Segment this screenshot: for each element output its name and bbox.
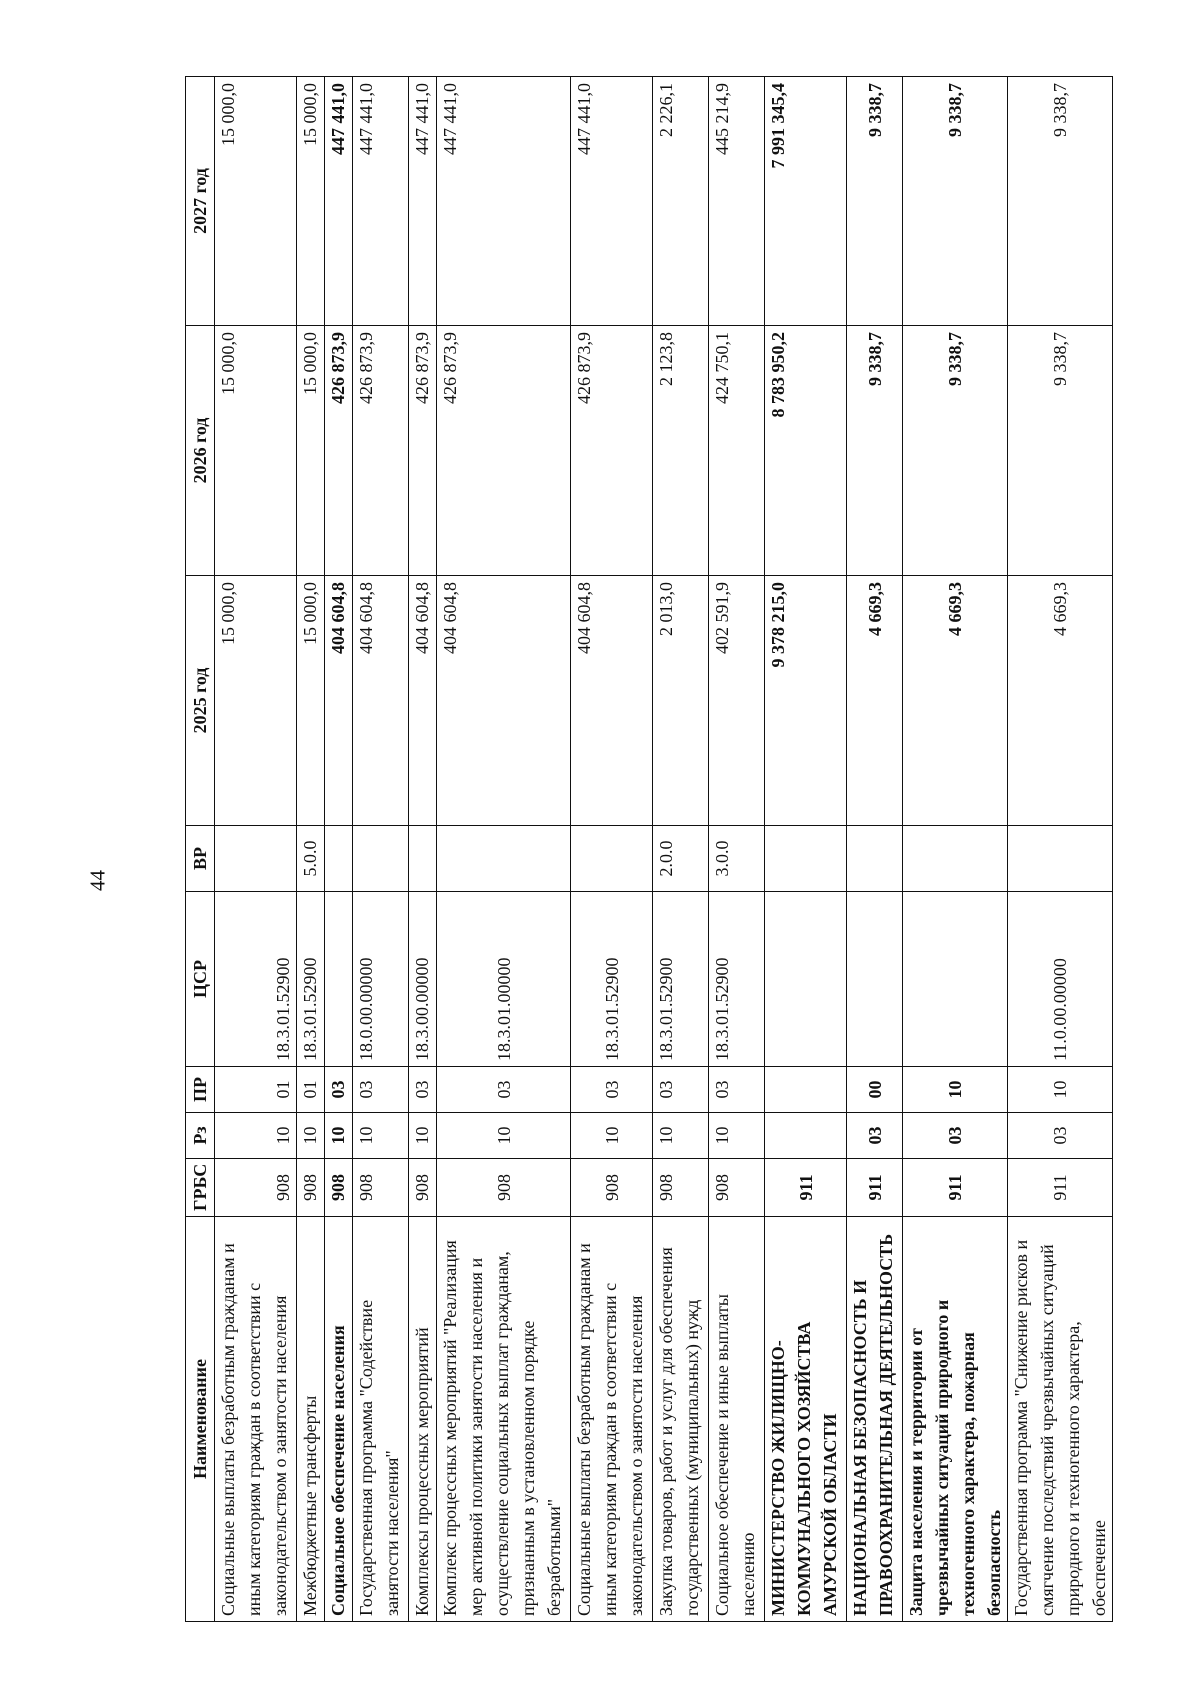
header-pr: ПР [186, 1067, 215, 1113]
row-2027: 9 338,7 [903, 77, 1008, 326]
row-csr [765, 892, 847, 1067]
row-2026: 426 873,9 [437, 326, 571, 576]
row-vr [1008, 826, 1113, 892]
row-2025: 15 000,0 [297, 576, 325, 826]
row-vr: 3.0.0 [709, 826, 765, 892]
table-header-row [186, 77, 215, 1622]
table-row [571, 77, 653, 1622]
row-2025: 404 604,8 [353, 576, 409, 826]
row-name: Государственная программа "Снижение рисков и смягчение последствий чрезвычайных ситуаций природного и техногенного характера, обеспечение [1008, 1217, 1113, 1622]
budget-table [185, 76, 1113, 1622]
row-pr: 03 [325, 1067, 353, 1113]
row-rz: 10 [571, 1113, 653, 1159]
row-2026: 9 338,7 [903, 326, 1008, 576]
table-row [847, 77, 903, 1622]
table-row [437, 77, 571, 1622]
row-2027: 15 000,0 [297, 77, 325, 326]
row-vr [765, 826, 847, 892]
row-csr: 18.3.01.52900 [709, 892, 765, 1067]
row-2026: 9 338,7 [847, 326, 903, 576]
row-csr: 18.3.01.00000 [437, 892, 571, 1067]
row-csr: 18.3.01.52900 [215, 892, 297, 1067]
row-csr [325, 892, 353, 1067]
row-csr: 11.0.00.00000 [1008, 892, 1113, 1067]
row-2025: 404 604,8 [437, 576, 571, 826]
row-rz: 10 [709, 1113, 765, 1159]
row-vr [325, 826, 353, 892]
row-rz: 10 [653, 1113, 709, 1159]
row-2025: 4 669,3 [903, 576, 1008, 826]
row-pr: 01 [297, 1067, 325, 1113]
row-2026: 15 000,0 [297, 326, 325, 576]
row-csr: 18.3.01.52900 [297, 892, 325, 1067]
row-name: Комплексы процессных мероприятий [409, 1217, 437, 1622]
row-pr: 01 [215, 1067, 297, 1113]
row-2026: 426 873,9 [325, 326, 353, 576]
row-name: Социальные выплаты безработным гражданам и иным категориям граждан в соответствии с законодательством о занятости населения [215, 1217, 297, 1622]
row-name: Социальное обеспечение населения [325, 1217, 353, 1622]
table-row [325, 77, 353, 1622]
header-csr: ЦСР [186, 892, 215, 1067]
row-2025: 402 591,9 [709, 576, 765, 826]
row-grbs: 911 [765, 1159, 847, 1217]
row-2027: 447 441,0 [571, 77, 653, 326]
row-vr [903, 826, 1008, 892]
row-2026: 8 783 950,2 [765, 326, 847, 576]
row-grbs: 908 [653, 1159, 709, 1217]
row-rz: 10 [353, 1113, 409, 1159]
table-row [765, 77, 847, 1622]
row-2025: 404 604,8 [409, 576, 437, 826]
row-2027: 447 441,0 [325, 77, 353, 326]
table-row [409, 77, 437, 1622]
row-2027: 447 441,0 [437, 77, 571, 326]
row-csr: 18.0.00.00000 [353, 892, 409, 1067]
row-pr: 03 [653, 1067, 709, 1113]
row-2027: 9 338,7 [847, 77, 903, 326]
table-row [297, 77, 325, 1622]
row-grbs: 908 [409, 1159, 437, 1217]
row-2025: 4 669,3 [847, 576, 903, 826]
row-pr [765, 1067, 847, 1113]
row-vr [215, 826, 297, 892]
row-rz: 03 [903, 1113, 1008, 1159]
row-grbs: 908 [709, 1159, 765, 1217]
header-2026: 2026 год [186, 326, 215, 576]
row-2027: 447 441,0 [409, 77, 437, 326]
header-2027: 2027 год [186, 77, 215, 326]
row-grbs: 908 [325, 1159, 353, 1217]
row-name: Межбюджетные трансферты [297, 1217, 325, 1622]
row-2027: 2 226,1 [653, 77, 709, 326]
row-2025: 404 604,8 [571, 576, 653, 826]
row-vr [437, 826, 571, 892]
row-2027: 447 441,0 [353, 77, 409, 326]
row-name: Социальные выплаты безработным гражданам и иным категориям граждан в соответствии с законодательством о занятости населения [571, 1217, 653, 1622]
row-csr: 18.3.01.52900 [653, 892, 709, 1067]
table-row [353, 77, 409, 1622]
row-2026: 426 873,9 [353, 326, 409, 576]
row-vr: 5.0.0 [297, 826, 325, 892]
table-row [709, 77, 765, 1622]
table-row [653, 77, 709, 1622]
row-2027: 15 000,0 [215, 77, 297, 326]
row-grbs: 911 [1008, 1159, 1113, 1217]
row-rz: 10 [437, 1113, 571, 1159]
row-2027: 9 338,7 [1008, 77, 1113, 326]
row-csr [903, 892, 1008, 1067]
row-2025: 2 013,0 [653, 576, 709, 826]
row-pr: 03 [353, 1067, 409, 1113]
row-name: НАЦИОНАЛЬНАЯ БЕЗОПАСНОСТЬ И ПРАВООХРАНИТЕЛЬНАЯ ДЕЯТЕЛЬНОСТЬ [847, 1217, 903, 1622]
row-rz: 03 [847, 1113, 903, 1159]
row-2026: 424 750,1 [709, 326, 765, 576]
row-2025: 404 604,8 [325, 576, 353, 826]
row-vr [847, 826, 903, 892]
row-rz: 10 [325, 1113, 353, 1159]
row-name: Защита населения и территории от чрезвычайных ситуаций природного и техногенного характера, пожарная безопасность [903, 1217, 1008, 1622]
row-csr [847, 892, 903, 1067]
row-grbs: 908 [353, 1159, 409, 1217]
row-grbs: 911 [847, 1159, 903, 1217]
row-name: Социальное обеспечение и иные выплаты населению [709, 1217, 765, 1622]
row-2027: 7 991 345,4 [765, 77, 847, 326]
table-row [215, 77, 297, 1622]
row-rz: 10 [215, 1113, 297, 1159]
row-grbs: 908 [437, 1159, 571, 1217]
row-name: Государственная программа "Содействие занятости населения" [353, 1217, 409, 1622]
row-2025: 15 000,0 [215, 576, 297, 826]
row-2026: 426 873,9 [409, 326, 437, 576]
row-rz: 03 [1008, 1113, 1113, 1159]
row-2026: 426 873,9 [571, 326, 653, 576]
row-2025: 9 378 215,0 [765, 576, 847, 826]
budget-table-rotated [185, 77, 1109, 1622]
row-pr: 03 [409, 1067, 437, 1113]
header-grbs: ГРБС [186, 1159, 215, 1217]
row-vr: 2.0.0 [653, 826, 709, 892]
row-2025: 4 669,3 [1008, 576, 1113, 826]
row-vr [409, 826, 437, 892]
row-2026: 9 338,7 [1008, 326, 1113, 576]
row-pr: 03 [709, 1067, 765, 1113]
row-name: Комплекс процессных мероприятий "Реализация мер активной политики занятости населения и осуществление социальных выплат гражданам, признанным в установленном порядке безработными" [437, 1217, 571, 1622]
row-pr: 03 [571, 1067, 653, 1113]
table-row [903, 77, 1008, 1622]
row-2026: 2 123,8 [653, 326, 709, 576]
row-grbs: 908 [297, 1159, 325, 1217]
row-vr [571, 826, 653, 892]
row-grbs: 908 [571, 1159, 653, 1217]
row-csr: 18.3.01.52900 [571, 892, 653, 1067]
row-name: МИНИСТЕРСТВО ЖИЛИЩНО-КОММУНАЛЬНОГО ХОЗЯЙСТВА АМУРСКОЙ ОБЛАСТИ [765, 1217, 847, 1622]
row-pr: 10 [903, 1067, 1008, 1113]
header-vr: ВР [186, 826, 215, 892]
row-vr [353, 826, 409, 892]
header-2025: 2025 год [186, 576, 215, 826]
table-row [1008, 77, 1113, 1622]
header-name: Наименование [186, 1217, 215, 1622]
row-pr: 10 [1008, 1067, 1113, 1113]
header-rz: Рз [186, 1113, 215, 1159]
row-grbs: 908 [215, 1159, 297, 1217]
row-rz: 10 [409, 1113, 437, 1159]
row-2026: 15 000,0 [215, 326, 297, 576]
row-grbs: 911 [903, 1159, 1008, 1217]
row-pr: 03 [437, 1067, 571, 1113]
page-number: 44 [85, 870, 110, 891]
row-rz [765, 1113, 847, 1159]
row-csr: 18.3.00.00000 [409, 892, 437, 1067]
row-2027: 445 214,9 [709, 77, 765, 326]
row-name: Закупка товаров, работ и услуг для обеспечения государственных (муниципальных) нужд [653, 1217, 709, 1622]
row-rz: 10 [297, 1113, 325, 1159]
row-pr: 00 [847, 1067, 903, 1113]
